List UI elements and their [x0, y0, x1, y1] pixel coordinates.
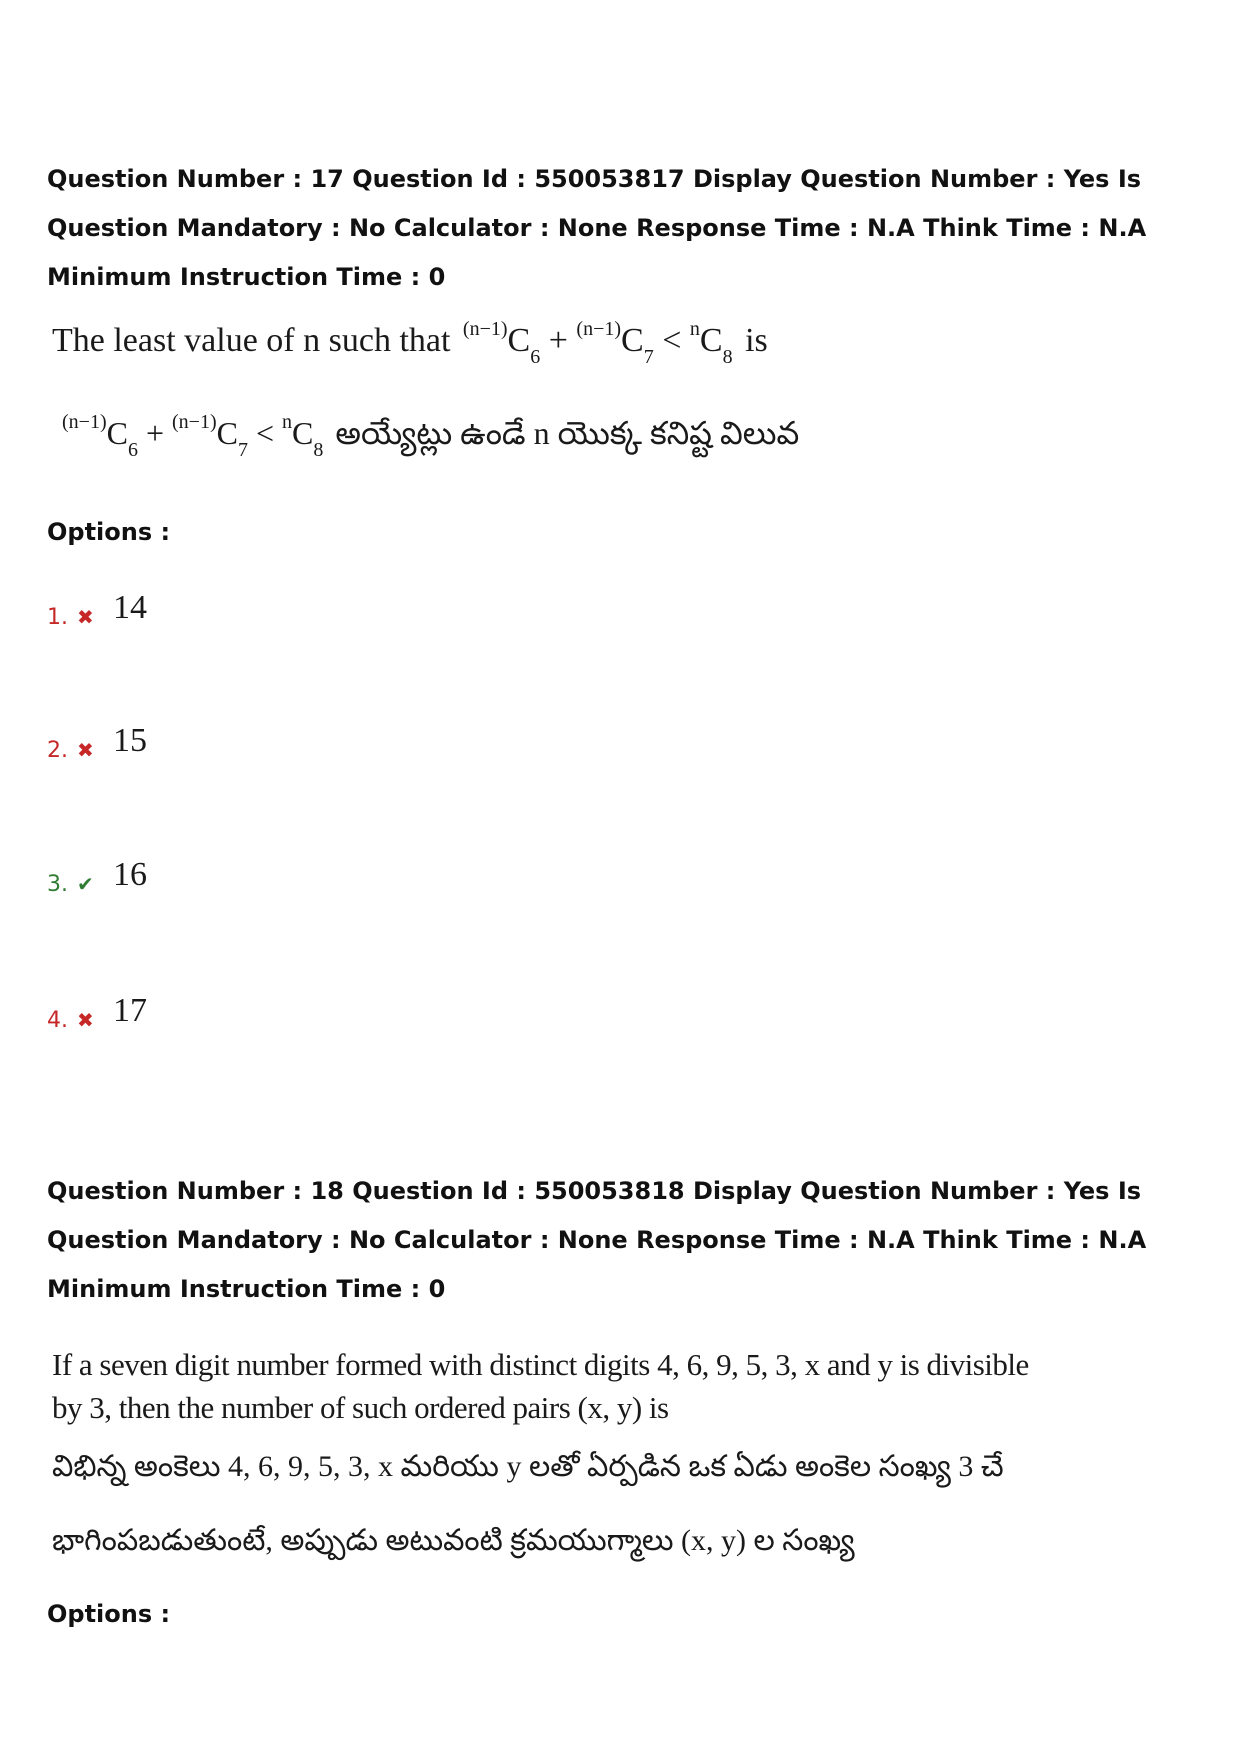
q17-en-prefix: The least value of n such that: [52, 322, 451, 359]
math-sup: n: [689, 318, 700, 340]
q18-question-telugu-line-1: విభిన్న అంకెలు 4, 6, 9, 5, 3, x మరియు y లతో ఏర్పడిన ఒక ఏడు అంకెల సంఖ్య 3 చే: [52, 1450, 1004, 1483]
q18-metadata: Question Number : 18 Question Id : 550053818 Display Question Number : Yes Is Question Mandatory : No Calculator : None Response Time : N.A Think Time : N.A Minimum Instruction Time : 0: [47, 1177, 1147, 1303]
cross-icon: ✖: [77, 605, 94, 629]
cross-icon: ✖: [77, 1008, 94, 1032]
math-sup: (n−1): [462, 318, 508, 340]
q18-question-english: [52, 1343, 1029, 1429]
math-sub: 6: [127, 439, 138, 461]
q17-te-suffix: అయ్యేట్లు ఉండే n యొక్క కనిష్ట విలువ: [335, 415, 800, 451]
math-sup: (n−1): [576, 318, 622, 340]
option-value: 17: [113, 992, 147, 1029]
math-sub: 8: [313, 439, 324, 461]
option-number: 3.: [47, 872, 68, 897]
math-sub: 8: [722, 346, 733, 368]
q17-math-expression-en: [462, 318, 741, 368]
math-sub: 7: [237, 439, 248, 461]
math-sub: 7: [643, 346, 654, 368]
math-term: C: [507, 322, 531, 359]
q17-question-telugu: [58, 411, 800, 461]
math-term: C: [621, 322, 644, 359]
math-sup: (n−1): [62, 411, 107, 433]
math-lt: <: [255, 415, 274, 451]
option-value: 14: [113, 589, 147, 626]
math-sup: n: [282, 411, 292, 433]
math-sup: (n−1): [172, 411, 217, 433]
q17-metadata: Question Number : 17 Question Id : 550053817 Display Question Number : Yes Is Question Mandatory : No Calculator : None Response Time : N.A Think Time : N.A Minimum Instruction Time : 0: [47, 165, 1147, 291]
option-number: 1.: [47, 605, 68, 630]
option-value: 15: [113, 722, 147, 759]
math-sub: 6: [530, 346, 541, 368]
math-term: C: [699, 322, 723, 359]
math-lt: <: [662, 322, 682, 359]
math-plus: +: [145, 415, 164, 451]
q17-en-suffix: is: [745, 322, 768, 359]
option-value: 16: [113, 856, 147, 893]
q18-question-telugu-line-2: భాగింపబడుతుంటే, అప్పుడు అటువంటి క్రమయుగ్మాలు (x, y) ల సంఖ్య: [52, 1524, 855, 1557]
option-number: 4.: [47, 1008, 68, 1033]
math-term: C: [292, 415, 314, 451]
q18-en-line-1: If a seven digit number formed with distinct digits 4, 6, 9, 5, 3, x and y is divisible: [52, 1347, 1029, 1382]
q17-math-expression-te: [62, 411, 331, 461]
math-term: C: [106, 415, 128, 451]
cross-icon: ✖: [77, 738, 94, 762]
math-term: C: [216, 415, 238, 451]
q17-options-label: Options :: [47, 518, 171, 546]
option-number: 2.: [47, 738, 68, 763]
math-plus: +: [548, 322, 568, 359]
checkmark-icon: ✔: [77, 872, 94, 896]
q18-options-label: Options :: [47, 1600, 171, 1628]
q17-question-english: [52, 318, 768, 368]
q18-en-line-2: by 3, then the number of such ordered pairs (x, y) is: [52, 1390, 669, 1425]
